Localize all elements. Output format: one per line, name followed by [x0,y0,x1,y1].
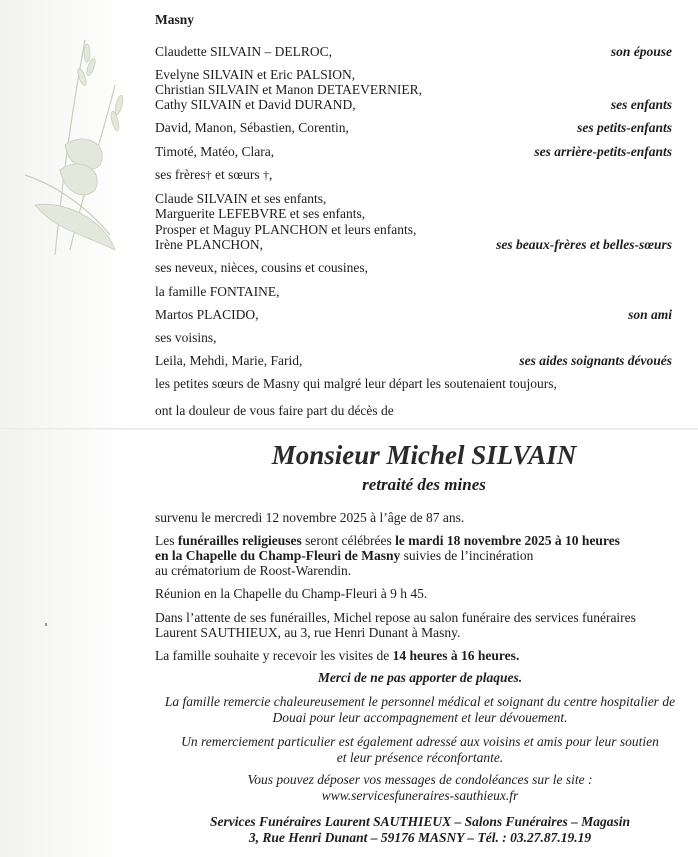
calla-lily-illustration [15,35,125,265]
thanks-line-1: La famille remercie chaleureusement le personnel médical et soignant du centre hospitalier de [164,694,676,709]
relation-label: ses beaux-frères et belles-sœurs [496,237,672,252]
condolences-line: Vous pouvez déposer vos messages de condoléances sur le site : [247,772,593,787]
text: La famille souhaite y recevoir les visites de [155,648,393,663]
funeral-line-2 [155,548,533,563]
relation-label: son ami [628,307,672,322]
family-line: Irène PLANCHON, [155,237,263,252]
family-line: Prosper et Maguy PLANCHON et leurs enfants, [155,222,417,237]
text-bold: en la Chapelle du Champ-Fleuri de Masny [155,548,401,563]
family-line: Claudette SILVAIN – DELROC, [155,44,332,59]
condolences-website[interactable]: www.servicesfuneraires-sauthieux.fr [321,788,519,803]
relation-label: ses arrière-petits-enfants [534,144,672,159]
relation-label: ses petits-enfants [577,120,672,135]
siblings-line [155,167,272,183]
family-line: les petites sœurs de Masny qui malgré leur départ les soutenaient toujours, [155,376,557,391]
family-line: Leila, Mehdi, Marie, Farid, [155,353,303,368]
footer-line-1: Services Funéraires Laurent SAUTHIEUX – Salons Funéraires – Magasin [209,814,631,829]
text: . [515,648,520,663]
thanks-line-2: Douai pour leur accompagnement et leur dévouement. [272,710,568,725]
text-bold: le mardi 18 novembre 2025 à 10 heures [395,533,620,548]
funeral-line-1 [155,533,620,548]
family-line: Martos PLACIDO, [155,307,259,322]
siblings-b: et sœurs [211,167,263,182]
funeral-line-3: au crématorium de Roost-Warendin. [155,563,352,578]
family-line: ses voisins, [155,330,217,345]
family-line: Claude SILVAIN et ses enfants, [155,191,327,206]
family-line: ses neveux, nièces, cousins et cousines, [155,260,368,275]
family-line: Evelyne SILVAIN et Eric PALSION, [155,67,356,82]
visit-line [155,648,519,663]
siblings-end: , [268,167,273,182]
reunion-line: Réunion en la Chapelle du Champ-Fleuri à 9 h 45. [155,586,428,601]
text-bold: funérailles religieuses [177,533,302,548]
footer-line-2: 3, Rue Henri Dunant – 59176 MASNY – Tél. : 03.27.87.19.19 [248,830,592,845]
text: suivies de l’incinération [400,548,534,563]
siblings-a: ses frères [155,167,206,182]
family-line: la famille FONTAINE, [155,284,280,299]
scan-mark [45,623,47,626]
family-line: Marguerite LEFEBVRE et ses enfants, [155,206,366,221]
announcement-line: ont la douleur de vous faire part du décès de [155,403,394,418]
rest-line-1: Dans l’attente de ses funérailles, Michel repose au salon funéraire des services funéraires [155,610,636,625]
deceased-title: retraité des mines [362,475,486,494]
relation-label: ses enfants [610,97,672,112]
text-bold: 14 heures à 16 heures [392,648,516,663]
no-plaques-note: Merci de ne pas apporter de plaques. [317,670,523,685]
text: Les [155,533,178,548]
rest-line-2: Laurent SAUTHIEUX, au 3, rue Henri Dunant à Masny. [155,625,461,640]
family-line: David, Manon, Sébastien, Corentin, [155,120,349,135]
relation-label: son épouse [610,44,672,59]
family-line: Timoté, Matéo, Clara, [155,144,275,159]
text: seront célébrées [301,533,396,548]
deceased-name: Monsieur Michel SILVAIN [271,440,577,470]
death-line: survenu le mercredi 12 novembre 2025 à l’âge de 87 ans. [155,510,465,525]
thanks-line-4: et leur présence réconfortante. [336,750,504,765]
relation-label: ses aides soignants dévoués [519,353,672,368]
thanks-line-3: Un remerciement particulier est également adressé aux voisins et amis pour leur soutien [181,734,659,749]
page-fold [0,428,698,430]
family-line: Christian SILVAIN et Manon DETAEVERNIER, [155,82,423,97]
family-line: Cathy SILVAIN et David DURAND, [155,97,356,112]
cross-icon: † [205,168,212,182]
city-heading: Masny [155,12,195,27]
cross-icon: † [262,168,269,182]
